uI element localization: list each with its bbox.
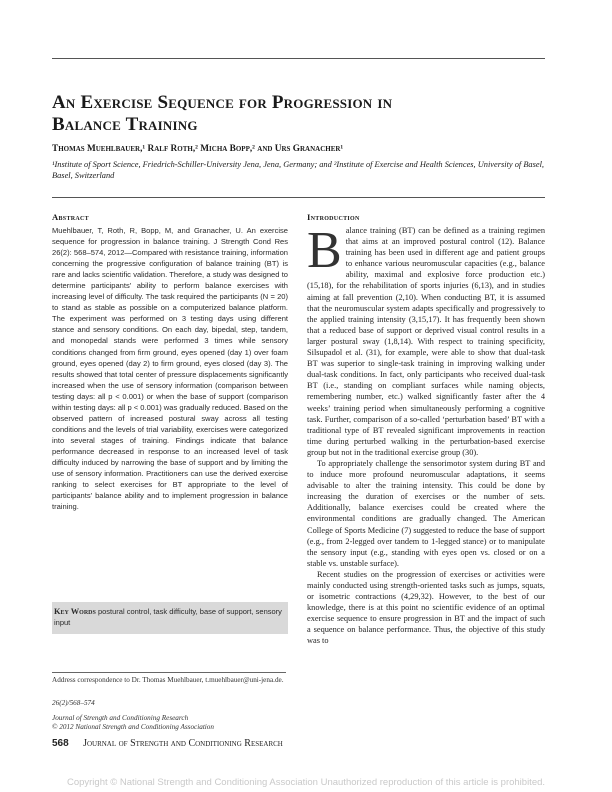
intro-paragraph-1-text: alance training (BT) can be defined as a training regimen that aims at an improved postural control (12). Balance training has been used in different age and patient groups to enhance various neuromuscular capacities (e.g., balance ability, maximal and explosive force production etc.) (15,18), for the rehabilitation of sports injuries (6,13), and in studies aiming at fall prevention (2,10). When conducting BT, it is assumed that the neuromuscular system adapts specifically and progressively to the applied training intensity (3,15,17). It has frequently been shown that a reduced base of support or deprived visual control results in a larger postural sway (1,8,14). With respect to training specificity, Silsupadol et al. (31), for example, were able to show that dual-task BT was superior to single-task training in improving walking under dual-task conditions. In fact, only participants who received dual-task BT (i.e., standing on compliant surfaces while naming objects, remembering number, etc.) walked significantly faster after the 4 weeks’ training period when simultaneously performing a cognitive task. Further, comparison of a so-called ‘perturbation based’ BT with a traditional type of BT revealed significant improvements in reaction time during perturbed walking in the perturbation-based exercise group but not in the traditional exercise group (30). [307, 226, 545, 457]
keywords-text: postural control, task difficulty, base of support, sensory input [54, 607, 282, 627]
copyright-note: © 2012 National Strength and Conditioning Association [52, 723, 214, 731]
author-list: Thomas Muehlbauer,¹ Ralf Roth,² Micha Bopp,² and Urs Granacher¹ [52, 144, 344, 154]
correspondence-note: Address correspondence to Dr. Thomas Muehlbauer, t.muehlbauer@uni-jena.de. [52, 676, 284, 684]
journal-note: Journal of Strength and Conditioning Research [52, 714, 189, 722]
footer-journal-name: Journal of Strength and Conditioning Research [83, 738, 283, 749]
intro-paragraph-2: To appropriately challenge the sensorimotor system during BT and to induce more profound neuromuscular adaptations, it seems advisable to alter the training intensity. This could be done by increasing the duration of exercises or the number of sets. Additionally, balance exercises could be created where the environmental conditions are gradually changed. The American College of Sports Medicine (7) suggested to reduce the base of support (e.g., from 2-legged over tandem to 1-legged stance) or to manipulate the sensory input (e.g., standing with eyes open vs. closed or on a stable vs. unstable surface). [307, 458, 545, 568]
affiliations: ¹Institute of Sport Science, Friedrich-Schiller-University Jena, Jena, Germany; and ²Institute of Exercise and Health Sciences, University of Basel, Basel, Switzerland [52, 160, 545, 181]
introduction-body [307, 222, 545, 647]
keywords-box [52, 602, 288, 634]
intro-paragraph-1 [307, 222, 545, 458]
top-rule [52, 58, 545, 59]
intro-paragraph-3: Recent studies on the progression of exercises or activities were mainly conducted using strength-oriented tasks such as jumps, squats, or isometric contractions (4,29,32). However, to the best of our knowledge, there is at this point no scientific evidence of an optimal exercise sequence to ensure progression in BT and the impact of such a sequence on balance performance. Thus, the objective of this study was to [307, 569, 545, 646]
title-line-2: Balance Training [52, 114, 198, 135]
introduction-heading: Introduction [307, 212, 360, 222]
article-title [52, 92, 552, 136]
drop-cap: B [307, 222, 342, 279]
keywords-label: Key Words [54, 607, 96, 616]
abstract-body: Muehlbauer, T, Roth, R, Bopp, M, and Granacher, U. An exercise sequence for progression in balance training. J Strength Cond Res 26(2): 568–574, 2012—Compared with resistance training, information concerning the progressive configuration of balance training (BT) is rare and lacks scientific validation. Therefore, a study was designed to determine participants’ ability to perform balance exercises with increasing level of difficulty. The task required the participants (N = 20) to stand as stable as possible on a computerized balance platform. The experiment was performed on 3 testing days using different stance and sensory conditions. On each day, bipedal, step, tandem, and monopedal stands were performed 3 times while sensory conditions changed from firm ground, eyes opened (day 1) over foam ground, eyes opened (day 2) to firm ground, eyes closed (day 3). The results showed that total center of pressure displacements significantly increased when the use of sensory information (comparison between testing days: all p < 0.001) or when the base of support (comparison within testing days: all p < 0.001) was gradually reduced. Based on the observed pattern of increased postural sway across all testing conditions and the levels of trial variability, exercises were categorized into several stages of training. Findings indicate that balance performance decreased in response to an increased level of task difficulty induced by narrowing the base of support and by limiting the use of sensory information. Practitioners can use the derived exercise ranking to select exercises for BT appropriate to the level of participants’ balance ability and to implement progression in balance training. [52, 226, 288, 512]
page-number: 568 [52, 738, 69, 749]
abstract-heading: Abstract [52, 212, 89, 222]
header-rule [52, 197, 545, 198]
page-footer [52, 738, 283, 749]
copyright-watermark: Copyright © National Strength and Conditioning Association Unauthorized reproduction of this article is prohibited. [66, 777, 546, 788]
footnote-rule [52, 672, 286, 673]
issue-note: 26(2)/568–574 [52, 699, 95, 707]
title-line-1: An Exercise Sequence for Progression in [52, 92, 393, 113]
